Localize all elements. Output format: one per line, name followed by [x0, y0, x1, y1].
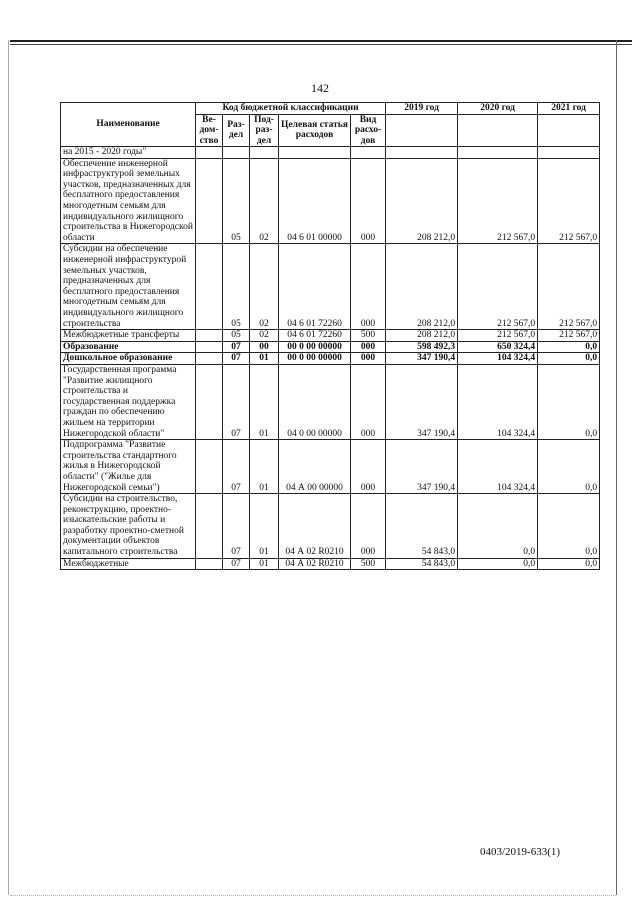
row-2021: 0,0	[538, 341, 600, 353]
header-2019: 2019 год	[386, 103, 458, 115]
row-2021: 0,0	[538, 558, 600, 570]
row-2021: 0,0	[538, 494, 600, 559]
header-code-group: Код бюджетной классификации	[196, 103, 386, 115]
row-2019: 347 190,4	[386, 440, 458, 494]
row-target: 04 А 02 R0210	[279, 558, 351, 570]
row-razdel: 05	[223, 330, 250, 342]
table-row	[61, 440, 600, 494]
table-row	[61, 494, 600, 559]
row-razdel: 05	[223, 158, 250, 244]
row-2020: 104 324,4	[458, 364, 538, 439]
row-razdel: 05	[223, 244, 250, 330]
row-razdel: 07	[223, 353, 250, 365]
table-row	[61, 364, 600, 439]
table-row	[61, 244, 600, 330]
row-2020: 0,0	[458, 494, 538, 559]
row-podrazdel: 01	[250, 440, 279, 494]
row-2021: 212 567,0	[538, 244, 600, 330]
row-podrazdel: 01	[250, 353, 279, 365]
header-2020: 2020 год	[458, 103, 538, 115]
row-2019: 54 843,0	[386, 558, 458, 570]
row-razdel: 07	[223, 364, 250, 439]
row-razdel: 07	[223, 341, 250, 353]
row-razdel: 07	[223, 558, 250, 570]
page-top-border	[10, 40, 632, 42]
page-top-border-thin	[10, 44, 632, 45]
row-vedomstvo	[196, 364, 223, 439]
row-name: на 2015 - 2020 годы"	[61, 147, 196, 159]
table-row	[61, 147, 600, 159]
row-target: 04 6 01 72260	[279, 330, 351, 342]
table-row	[61, 158, 600, 244]
row-2021: 0,0	[538, 353, 600, 365]
row-name: Субсидии на обеспечение инженерной инфраструктурой земельных участков, предназначенных для бесплатного предоставления многодетным семьям для индивидуального жилищного строительства	[61, 244, 196, 330]
header-2020-blank	[458, 114, 538, 147]
row-2019: 598 492,3	[386, 341, 458, 353]
row-podrazdel	[250, 147, 279, 159]
table-row	[61, 558, 600, 570]
row-2019: 208 212,0	[386, 244, 458, 330]
row-vedomstvo	[196, 330, 223, 342]
row-2021: 0,0	[538, 440, 600, 494]
row-target: 04 0 00 00000	[279, 364, 351, 439]
page-bottom-edge	[10, 895, 616, 896]
header-vedomstvo: Ве-дом-ство	[196, 114, 223, 147]
page-right-edge	[616, 40, 617, 895]
header-2021: 2021 год	[538, 103, 600, 115]
row-2019: 208 212,0	[386, 158, 458, 244]
row-podrazdel: 02	[250, 330, 279, 342]
row-vid: 000	[351, 364, 386, 439]
row-name: Подпрограмма "Развитие строительства стандартного жилья в Нижегородской области" ("Жилье для Нижегородской семьи")	[61, 440, 196, 494]
header-target: Целевая статья расходов	[279, 114, 351, 147]
row-vid: 500	[351, 558, 386, 570]
row-name: Субсидии на строительство, реконструкцию, проектно-изыскательские работы и разработку проектно-сметной документации объектов капитального строительства	[61, 494, 196, 559]
row-vedomstvo	[196, 147, 223, 159]
row-2021	[538, 147, 600, 159]
row-2021: 0,0	[538, 364, 600, 439]
row-vedomstvo	[196, 341, 223, 353]
row-vid: 000	[351, 440, 386, 494]
row-podrazdel: 01	[250, 494, 279, 559]
row-name: Государственная программа "Развитие жилищного строительства и государственная поддержка граждан по обеспечению жильем на территории Нижегородской области"	[61, 364, 196, 439]
row-vedomstvo	[196, 494, 223, 559]
row-target	[279, 147, 351, 159]
row-vid: 000	[351, 158, 386, 244]
row-name: Дошкольное образование	[61, 353, 196, 365]
row-podrazdel: 01	[250, 364, 279, 439]
row-2019: 347 190,4	[386, 353, 458, 365]
page-number: 142	[311, 81, 329, 95]
row-vedomstvo	[196, 158, 223, 244]
table-row	[61, 353, 600, 365]
row-2021: 212 567,0	[538, 158, 600, 244]
row-2019	[386, 147, 458, 159]
row-2019: 208 212,0	[386, 330, 458, 342]
page-left-edge	[8, 40, 9, 895]
row-name: Обеспечение инженерной инфраструктурой земельных участков, предназначенных для бесплатного предоставления многодетным семьям для индивидуального жилищного строительства в Нижегородской области	[61, 158, 196, 244]
table-header-row	[61, 103, 600, 115]
row-vid: 000	[351, 244, 386, 330]
header-2021-blank	[538, 114, 600, 147]
header-vid: Вид расхо-дов	[351, 114, 386, 147]
row-vedomstvo	[196, 440, 223, 494]
row-vid: 000	[351, 494, 386, 559]
row-name: Образование	[61, 341, 196, 353]
row-2021: 212 567,0	[538, 330, 600, 342]
row-name: Межбюджетные трансферты	[61, 330, 196, 342]
row-2020: 212 567,0	[458, 330, 538, 342]
row-vedomstvo	[196, 244, 223, 330]
row-vid: 000	[351, 353, 386, 365]
document-code: 0403/2019-633(1)	[480, 846, 561, 858]
row-vedomstvo	[196, 558, 223, 570]
table-row	[61, 330, 600, 342]
row-vid: 000	[351, 341, 386, 353]
row-podrazdel: 01	[250, 558, 279, 570]
row-podrazdel: 02	[250, 244, 279, 330]
row-2019: 347 190,4	[386, 364, 458, 439]
row-target: 00 0 00 00000	[279, 341, 351, 353]
header-2019-blank	[386, 114, 458, 147]
header-razdel: Раз-дел	[223, 114, 250, 147]
row-2020: 104 324,4	[458, 440, 538, 494]
row-razdel: 07	[223, 494, 250, 559]
row-2019: 54 843,0	[386, 494, 458, 559]
row-2020: 212 567,0	[458, 244, 538, 330]
row-2020: 212 567,0	[458, 158, 538, 244]
row-2020: 104 324,4	[458, 353, 538, 365]
row-vedomstvo	[196, 353, 223, 365]
row-name: Межбюджетные	[61, 558, 196, 570]
row-target: 04 А 00 00000	[279, 440, 351, 494]
table-row	[61, 341, 600, 353]
row-razdel: 07	[223, 440, 250, 494]
row-vid	[351, 147, 386, 159]
row-razdel	[223, 147, 250, 159]
header-podrazdel: Под-раз-дел	[250, 114, 279, 147]
row-target: 04 6 01 00000	[279, 158, 351, 244]
header-name: Наименование	[61, 103, 196, 147]
row-vid: 500	[351, 330, 386, 342]
row-target: 04 А 02 R0210	[279, 494, 351, 559]
row-2020	[458, 147, 538, 159]
row-target: 00 0 00 00000	[279, 353, 351, 365]
row-target: 04 6 01 72260	[279, 244, 351, 330]
row-2020: 0,0	[458, 558, 538, 570]
budget-table	[60, 102, 600, 570]
row-podrazdel: 02	[250, 158, 279, 244]
row-podrazdel: 00	[250, 341, 279, 353]
row-2020: 650 324,4	[458, 341, 538, 353]
